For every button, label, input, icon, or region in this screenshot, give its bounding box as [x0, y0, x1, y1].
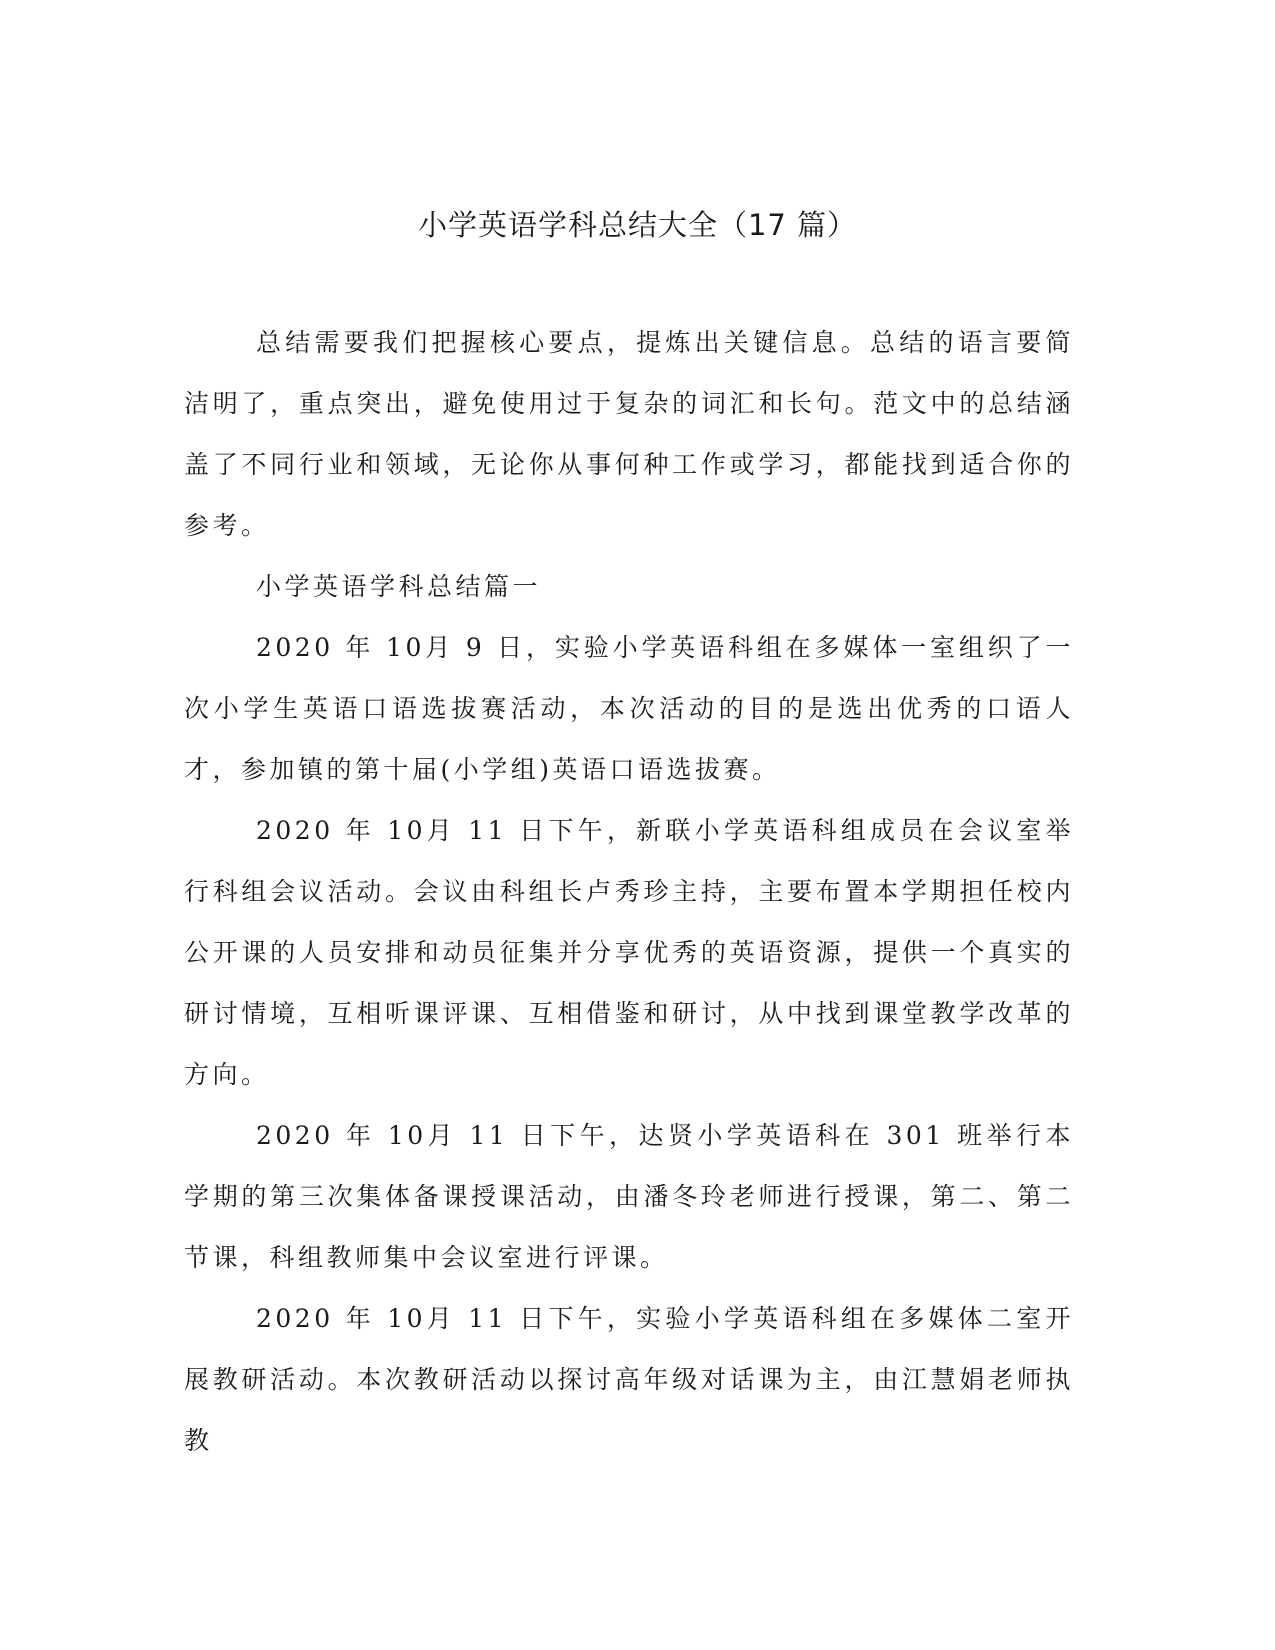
section-heading: 小学英语学科总结篇一: [256, 572, 542, 601]
document-body: [184, 312, 1074, 1471]
body-paragraph: 2020 年 10月 11 日下午，达贤小学英语科在 301 班举行本学期的第三次集体备课授课活动，由潘冬玲老师进行授课，第二、第二节课，科组教师集中会议室进行评课。: [184, 1121, 1074, 1272]
body-paragraph: 2020 年 10月 9 日，实验小学英语科组在多媒体一室组织了一次小学生英语口语选拔赛活动，本次活动的目的是选出优秀的口语人才，参加镇的第十届(小学组)英语口语选拔赛。: [184, 633, 1074, 784]
intro-paragraph: 总结需要我们把握核心要点，提炼出关键信息。总结的语言要简洁明了，重点突出，避免使用过于复杂的词汇和长句。范文中的总结涵盖了不同行业和领域，无论你从事何种工作或学习，都能找到适合你的参考。: [184, 328, 1074, 540]
body-paragraph: 2020 年 10月 11 日下午，新联小学英语科组成员在会议室举行科组会议活动。会议由科组长卢秀珍主持，主要布置本学期担任校内公开课的人员安排和动员征集并分享优秀的英语资源，提供一个真实的研讨情境，互相听课评课、互相借鉴和研讨，从中找到课堂教学改革的方向。: [184, 816, 1074, 1089]
body-paragraph: 2020 年 10月 11 日下午，实验小学英语科组在多媒体二室开展教研活动。本次教研活动以探讨高年级对话课为主，由江慧娟老师执教: [184, 1304, 1074, 1455]
document-title: 小学英语学科总结大全（17 篇）: [417, 208, 858, 242]
